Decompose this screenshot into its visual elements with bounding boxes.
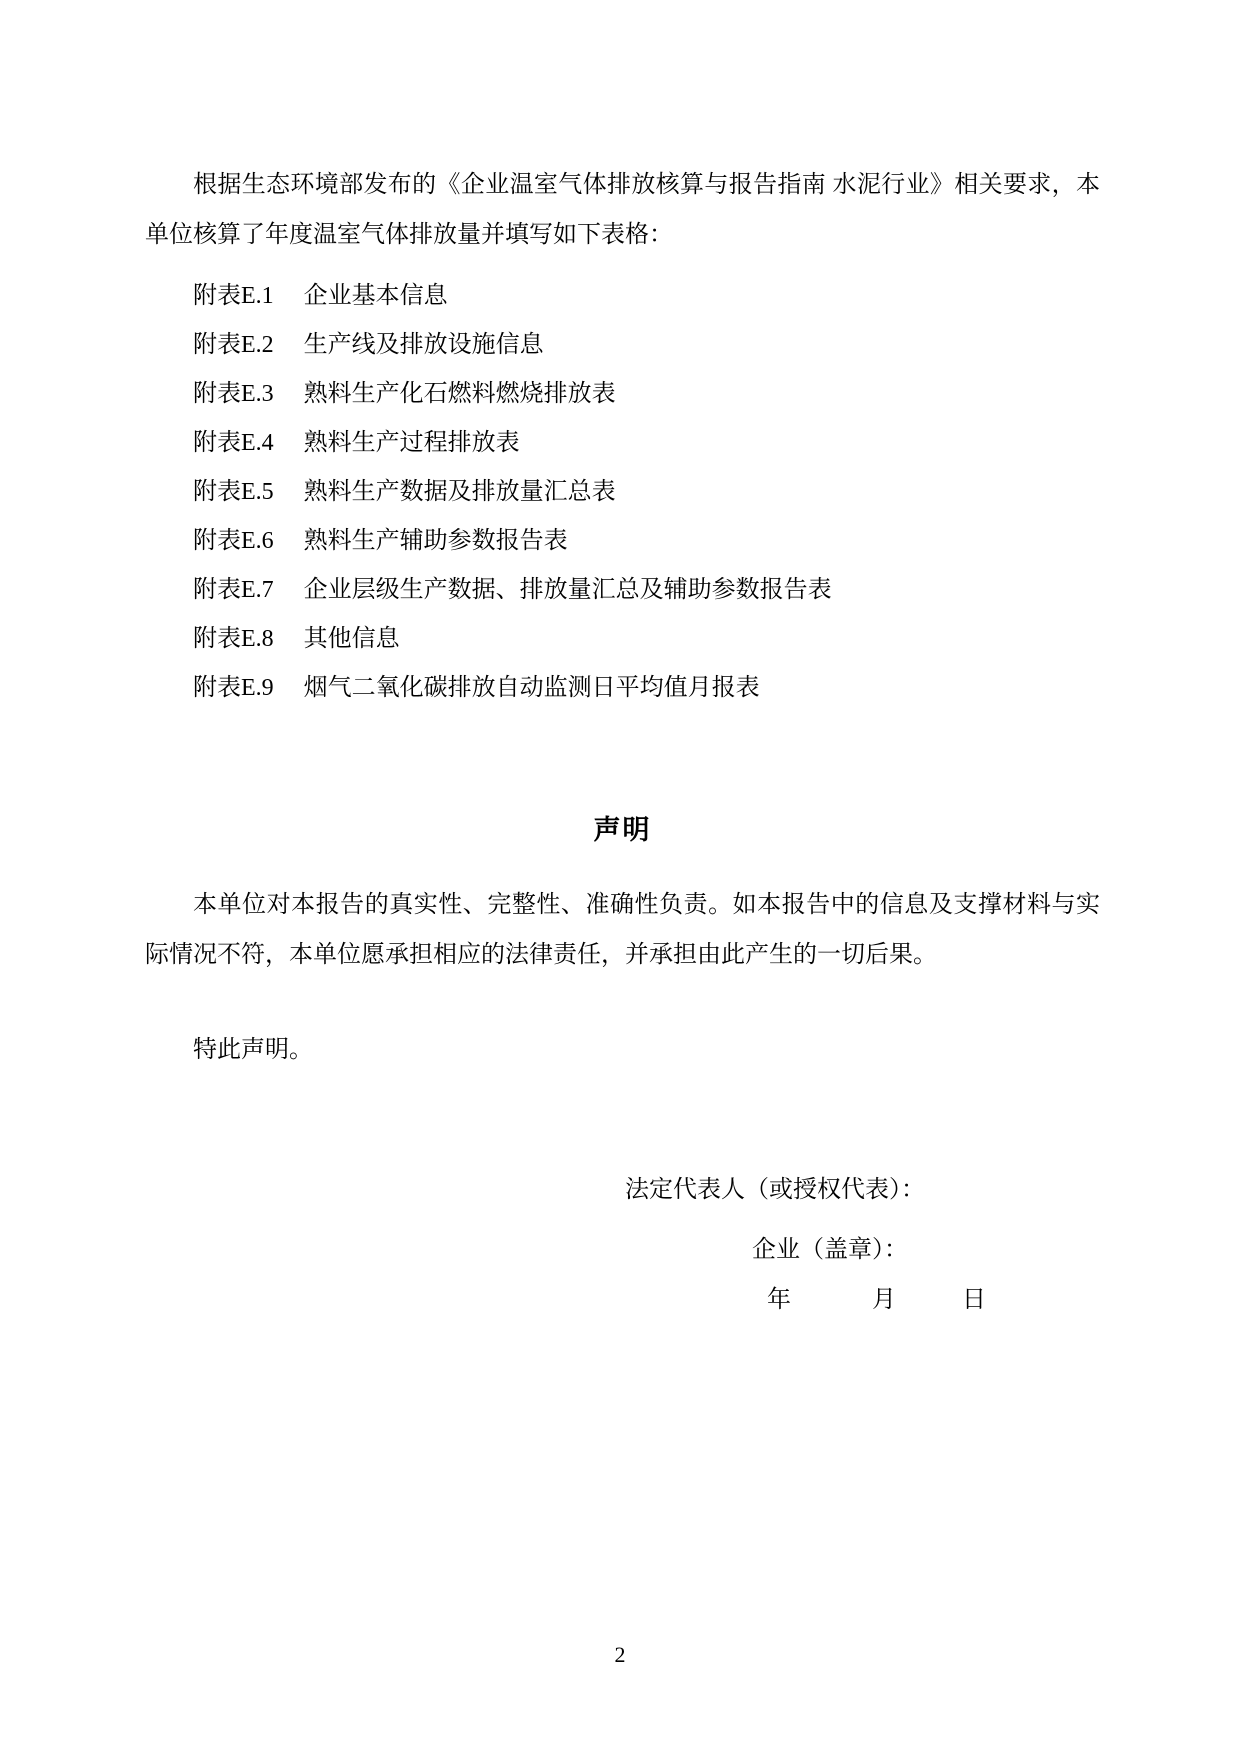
appendix-item-e6	[145, 513, 1100, 562]
appendix-item-title: 熟料生产辅助参数报告表	[303, 528, 568, 554]
appendix-item-e7	[145, 562, 1100, 611]
appendix-item-e8	[145, 611, 1100, 660]
appendix-item-label: 附表E.5	[193, 479, 274, 505]
appendix-item-e2	[145, 317, 1100, 366]
appendix-table-list	[145, 268, 1100, 709]
appendix-item-title: 熟料生产过程排放表	[303, 430, 520, 456]
statement-closing: 特此声明。	[193, 1037, 313, 1063]
appendix-item-title: 熟料生产数据及排放量汇总表	[303, 479, 616, 505]
appendix-item-e9	[145, 660, 1100, 709]
intro-paragraph: 根据生态环境部发布的《企业温室气体排放核算与报告指南 水泥行业》相关要求，本单位核算了年度温室气体排放量并填写如下表格：	[145, 172, 1100, 248]
appendix-item-e1	[145, 268, 1100, 317]
day-label: 日	[962, 1287, 986, 1313]
month-label: 月	[872, 1287, 896, 1313]
appendix-item-label: 附表E.1	[193, 283, 274, 309]
date-line	[145, 1275, 1100, 1325]
year-label: 年	[767, 1287, 791, 1313]
appendix-item-label: 附表E.2	[193, 332, 274, 358]
appendix-item-label: 附表E.9	[193, 675, 274, 701]
statement-heading: 声明	[593, 815, 652, 845]
legal-representative-line: 法定代表人（或授权代表）：	[625, 1177, 925, 1203]
appendix-item-title: 其他信息	[303, 626, 400, 652]
appendix-item-title: 企业层级生产数据、排放量汇总及辅助参数报告表	[303, 577, 832, 603]
appendix-item-e5	[145, 464, 1100, 513]
appendix-item-label: 附表E.8	[193, 626, 274, 652]
appendix-item-title: 生产线及排放设施信息	[303, 332, 544, 358]
appendix-item-title: 熟料生产化石燃料燃烧排放表	[303, 381, 616, 407]
company-seal-line: 企业（盖章）：	[752, 1237, 908, 1263]
appendix-item-title: 企业基本信息	[303, 283, 448, 309]
page-number: 2	[614, 1642, 626, 1667]
appendix-item-label: 附表E.7	[193, 577, 274, 603]
appendix-item-e3	[145, 366, 1100, 415]
appendix-item-title: 烟气二氧化碳排放自动监测日平均值月报表	[303, 675, 760, 701]
appendix-item-label: 附表E.4	[193, 430, 274, 456]
appendix-item-label: 附表E.6	[193, 528, 274, 554]
appendix-item-label: 附表E.3	[193, 381, 274, 407]
statement-paragraph: 本单位对本报告的真实性、完整性、准确性负责。如本报告中的信息及支撑材料与实际情况不符，本单位愿承担相应的法律责任，并承担由此产生的一切后果。	[145, 892, 1100, 968]
appendix-item-e4	[145, 415, 1100, 464]
